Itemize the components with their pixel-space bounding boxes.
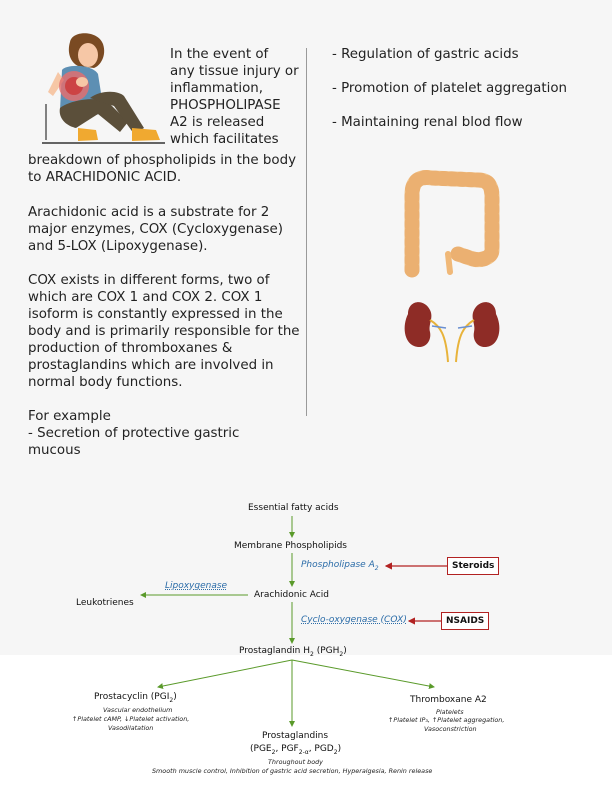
arachidonic-acid: Arachidonic Acid — [254, 590, 329, 600]
prostaglandins-effect: Smooth muscle control, Inhibition of gastric acid secretion, Hyperalgesia, Renin release — [152, 767, 433, 775]
intro-line: PHOSPHOLIPASE — [170, 98, 281, 113]
thromboxane-label: Thromboxane A2 — [410, 695, 487, 705]
phospholipase-subscript: 2 — [374, 564, 379, 572]
example-heading: For example — [28, 409, 111, 424]
intro-line: any tissue injury or — [170, 64, 299, 79]
pgh2-text: Prostaglandin H — [239, 646, 310, 656]
pgh2-subscript-2: 2 — [339, 650, 344, 658]
kidneys-icon — [405, 302, 500, 362]
intro-line: which facilitates — [170, 132, 279, 147]
pg-list-part: ) — [337, 744, 342, 754]
leukotrienes: Leukotrienes — [76, 598, 134, 608]
pgh2-label — [239, 646, 347, 658]
pgh2-text-mid: (PGH — [313, 646, 340, 656]
right-list — [332, 46, 602, 148]
list-item: - Promotion of platelet aggregation — [332, 81, 568, 96]
prostacyclin-effect: Vasodilatation — [108, 724, 154, 732]
prostaglandins-label: Prostaglandins — [262, 731, 329, 741]
intestine-icon — [412, 178, 492, 272]
intro-text-block — [170, 46, 310, 148]
paragraph-cox-text: COX exists in different forms, two of which are COX 1 and COX 2. COX 1 isoform is constantly expressed in the body and is primarily responsible for the production of thromboxanes & prostaglandins which are involved in normal body functions. — [28, 273, 300, 390]
person-figure — [42, 33, 165, 143]
thromboxane-effect: Vasoconstriction — [424, 725, 477, 733]
membrane-phospholipids: Membrane Phospholipids — [234, 541, 347, 551]
intro-line: A2 is released — [170, 115, 265, 130]
paragraph-enzymes-text: Arachidonic acid is a substrate for 2 major enzymes, COX (Cycloxygenase) and 5-LOX (Lipoxygenase). — [28, 205, 283, 254]
paragraph-enzymes — [28, 204, 303, 255]
pg-list-subscript: 2-α — [298, 748, 309, 756]
cox-label: Cyclo-oxygenase (COX) — [301, 615, 407, 625]
prostaglandins-list — [250, 744, 341, 756]
pg-list-part: , PGD — [308, 744, 334, 754]
intro-line: inflammation, — [170, 81, 264, 96]
thromboxane-location: Platelets — [436, 708, 464, 716]
steroids-box: Steroids — [447, 557, 499, 575]
prostacyclin-subscript: 2 — [169, 696, 174, 704]
prostacyclin-location: Vascular endothelium — [103, 706, 173, 714]
pg-list-part: , PGF — [275, 744, 299, 754]
pgh2-subscript: 2 — [310, 650, 314, 658]
column-divider — [306, 48, 307, 416]
intro-continuation: breakdown of phospholipids in the body to ARACHIDONIC ACID. — [28, 153, 297, 185]
pgh2-text-end: ) — [343, 646, 347, 656]
nsaids-box: NSAIDS — [441, 612, 489, 630]
paragraph-cox — [28, 272, 303, 391]
pg-list-subscript: 2 — [333, 748, 338, 756]
intro-line: In the event of — [170, 47, 269, 62]
prostaglandins-location: Throughout body — [268, 758, 323, 766]
list-item: - Regulation of gastric acids — [332, 47, 519, 62]
pg-list-subscript: 2 — [271, 748, 276, 756]
phospholipase-text: Phospholipase A — [301, 560, 375, 570]
prostacyclin-text: Prostacyclin (PGI — [94, 692, 170, 702]
lipoxygenase-label: Lipoxygenase — [165, 581, 228, 591]
example-item: - Secretion of protective gastric mucous — [28, 426, 240, 458]
list-item: - Maintaining renal blod flow — [332, 115, 523, 130]
prostacyclin-text-end: ) — [173, 692, 177, 702]
prostacyclin-effect: ↑Platelet cAMP, ↓Platelet activation, — [72, 715, 190, 723]
pg-list-part: (PGE — [250, 744, 272, 754]
essential-fatty-acids: Essential fatty acids — [248, 503, 339, 513]
phospholipase-label — [301, 560, 379, 572]
example-block — [28, 408, 303, 459]
prostacyclin-label — [94, 692, 177, 704]
thromboxane-effect: ↑Platelet IP₃, ↑Platelet aggregation, — [388, 716, 505, 724]
